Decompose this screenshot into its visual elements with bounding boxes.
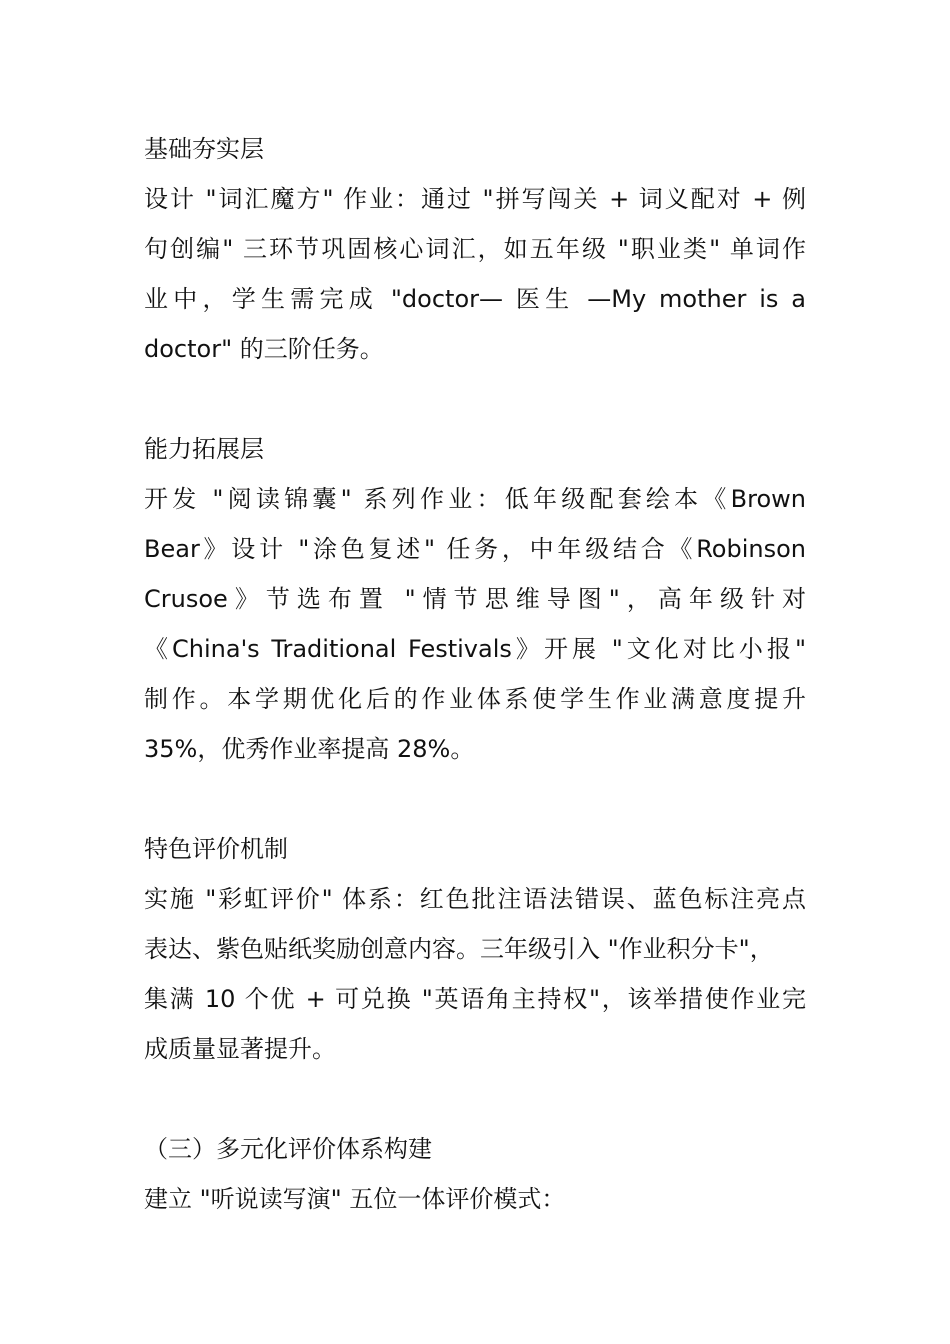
paragraph-line: 句创编" 三环节巩固核心词汇，如五年级 "职业类" 单词作 <box>144 235 806 263</box>
section-heading-evaluation: 特色评价机制 <box>144 835 288 863</box>
paragraph-line: 表达、紫色贴纸奖励创意内容。三年级引入 "作业积分卡"， <box>144 935 774 963</box>
section-spacer <box>144 374 824 424</box>
section-heading-diversified: （三）多元化评价体系构建 <box>144 1135 432 1163</box>
paragraph-line: 建立 "听说读写演" 五位一体评价模式： <box>144 1185 566 1213</box>
paragraph-line: 设计 "词汇魔方" 作业：通过 "拼写闯关 + 词义配对 + 例 <box>144 185 806 213</box>
paragraph-line: 开发 "阅读锦囊" 系列作业：低年级配套绘本《Brown <box>144 485 806 513</box>
paragraph-line: Bear》设计 "涂色复述" 任务，中年级结合《Robinson <box>144 535 806 563</box>
paragraph-line: 集满 10 个优 + 可兑换 "英语角主持权"，该举措使作业完 <box>144 985 806 1013</box>
section-spacer <box>144 774 824 824</box>
section-heading-extension: 能力拓展层 <box>144 435 264 463</box>
paragraph-line: doctor" 的三阶任务。 <box>144 335 384 363</box>
paragraph-line: Crusoe》节选布置 "情节思维导图"，高年级针对 <box>144 585 806 613</box>
paragraph-line: 制作。本学期优化后的作业体系使学生作业满意度提升 <box>144 685 806 713</box>
paragraph-line: 成质量显著提升。 <box>144 1035 336 1063</box>
paragraph-line: 《China's Traditional Festivals》开展 "文化对比小报" <box>144 635 806 663</box>
paragraph-line: 实施 "彩虹评价" 体系：红色批注语法错误、蓝色标注亮点 <box>144 885 806 913</box>
paragraph-line: 业中，学生需完成 "doctor— 医生 —My mother is a <box>144 285 806 313</box>
section-spacer <box>144 1074 824 1124</box>
paragraph-line: 35%，优秀作业率提高 28%。 <box>144 735 475 763</box>
document-page <box>144 124 824 1224</box>
section-heading-basic: 基础夯实层 <box>144 135 264 163</box>
